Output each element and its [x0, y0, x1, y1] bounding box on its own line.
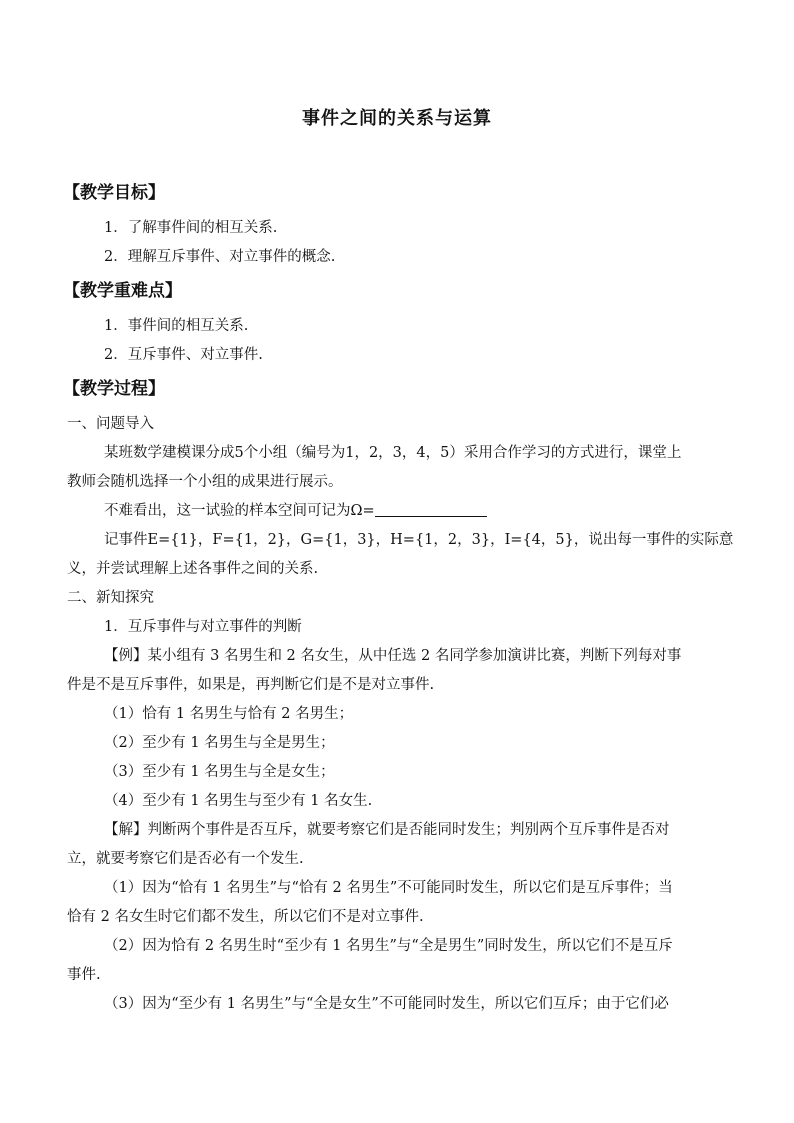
example-text: 某小组有 3 名男生和 2 名女生，从中任选 2 名同学参加演讲比赛，判断下列每对事	[147, 648, 682, 664]
paragraph-line: 教师会随机选择一个小组的成果进行展示。	[67, 474, 343, 490]
section-heading-keypoints: 【教学重难点】	[63, 281, 182, 301]
paragraph-line: 义，并尝试理解上述各事件之间的关系.	[67, 561, 319, 577]
sample-space-text: 不难看出，这一试验的样本空间可记为Ω=	[104, 503, 375, 519]
answer-line: 事件.	[67, 967, 101, 983]
question-item: （2）至少有 1 名男生与全是男生；	[104, 735, 335, 751]
keypoint-item: 2．互斥事件、对立事件.	[104, 347, 263, 363]
subheading: 1．互斥事件与对立事件的判断	[104, 619, 302, 635]
page-title: 事件之间的关系与运算	[302, 108, 492, 129]
section-heading-process: 【教学过程】	[63, 379, 165, 399]
section-heading-goals: 【教学目标】	[63, 183, 165, 203]
goal-item: 1．了解事件间的相互关系.	[104, 220, 278, 236]
solution-line: 立，就要考察它们是否必有一个发生.	[67, 851, 304, 867]
solution-text: 判断两个事件是否互斥，就要考察它们是否能同时发生；判别两个互斥事件是否对	[147, 822, 670, 838]
question-item: （4）至少有 1 名男生与至少有 1 名女生.	[104, 793, 373, 809]
question-item: （1）恰有 1 名男生与恰有 2 名男生；	[104, 706, 354, 722]
goal-item: 2．理解互斥事件、对立事件的概念.	[104, 249, 336, 265]
keypoint-item: 1．事件间的相互关系.	[104, 318, 249, 334]
solution-tag: 【解】	[104, 822, 148, 838]
question-item: （3）至少有 1 名男生与全是女生；	[104, 764, 335, 780]
example-line: 件是不是互斥事件，如果是，再判断它们是不是对立事件.	[67, 677, 435, 693]
example-line	[67, 642, 734, 671]
solution-line	[67, 816, 734, 845]
paragraph-line: 记事件E={1}，F={1，2}，G={1，3}，H={1，2，3}，I={4，5}，说出每一事件的实际意	[104, 532, 734, 548]
paragraph-line: 某班数学建模课分成5个小组（编号为1，2，3，4，5）采用合作学习的方式进行，课堂上	[104, 445, 682, 461]
example-tag: 【例】	[104, 648, 148, 664]
answer-line: （3）因为“至少有 1 名男生”与“全是女生”不可能同时发生，所以它们互斥；由于它们必	[104, 996, 669, 1012]
part-heading-intro: 一、问题导入	[67, 416, 154, 432]
part-heading-explore: 二、新知探究	[67, 590, 154, 606]
sample-space-line	[67, 497, 734, 526]
answer-line: （2）因为恰有 2 名男生时“至少有 1 名男生”与“全是男生”同时发生，所以它们不是互斥	[104, 938, 673, 954]
answer-line: 恰有 2 名女生时它们都不发生，所以它们不是对立事件.	[67, 909, 424, 925]
document-body	[63, 176, 734, 1019]
answer-line: （1）因为“恰有 1 名男生”与“恰有 2 名男生”不可能同时发生，所以它们是互斥事件；当	[104, 880, 673, 896]
answer-blank[interactable]	[375, 502, 487, 517]
